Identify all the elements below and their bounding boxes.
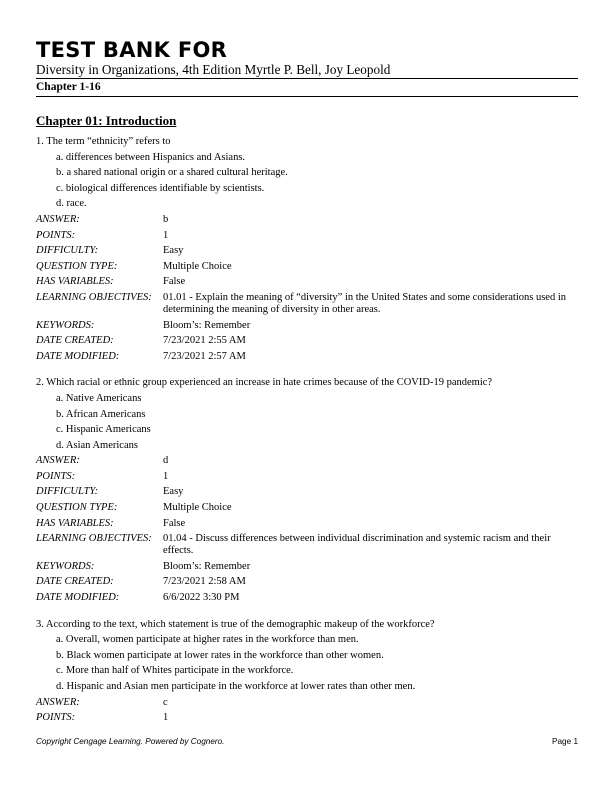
learning-objectives-label: LEARNING OBJECTIVES: [36, 533, 152, 545]
choice-b: b. Black women participate at lower rates in the workforce than other women. [56, 649, 384, 661]
learning-objectives-row [36, 531, 578, 559]
date-modified-row [36, 590, 578, 606]
question-stem: 3. According to the text, which statement is true of the demographic makeup of the workforce? [36, 618, 435, 630]
choice-b: b. African Americans [56, 408, 146, 420]
copyright-text: Copyright Cengage Learning. Powered by Cognero. [36, 737, 225, 746]
difficulty-value: Easy [163, 245, 184, 257]
answer-value: c [163, 696, 168, 708]
date-modified-value: 7/23/2021 2:57 AM [163, 350, 246, 362]
date-modified-row [36, 349, 578, 365]
points-value: 1 [163, 712, 169, 724]
answer-row [36, 453, 578, 469]
chapter-range: Chapter 1-16 [36, 80, 578, 97]
choice-b: b. a shared national origin or a shared cultural heritage. [56, 167, 288, 179]
keywords-label: KEYWORDS: [36, 319, 95, 331]
question-block [36, 134, 578, 364]
has-variables-value: False [163, 517, 186, 529]
question-type-label: QUESTION TYPE: [36, 260, 118, 272]
question-type-row [36, 500, 578, 516]
question-type-value: Multiple Choice [163, 502, 232, 514]
question-stem: 1. The term “ethnicity” refers to [36, 136, 171, 147]
points-row [36, 469, 578, 485]
answer-label: ANSWER: [36, 696, 80, 708]
points-label: POINTS: [36, 470, 76, 482]
answer-row [36, 695, 578, 711]
keywords-value: Bloom’s: Remember [163, 319, 251, 331]
date-modified-value: 6/6/2022 3:30 PM [163, 592, 240, 604]
learning-objectives-row [36, 290, 578, 318]
date-created-value: 7/23/2021 2:58 AM [163, 576, 246, 588]
difficulty-label: DIFFICULTY: [36, 245, 99, 257]
choice-a: a. Overall, women participate at higher rates in the workforce than men. [56, 634, 359, 646]
choice-d: d. Asian Americans [56, 439, 138, 451]
learning-objectives-value: 01.04 - Discuss differences between individual discrimination and systemic racism and their effects. [163, 533, 551, 557]
question-stem: 2. Which racial or ethnic group experienced an increase in hate crimes because of the COVID-19 pandemic? [36, 377, 493, 389]
date-modified-label: DATE MODIFIED: [36, 592, 120, 604]
choice-c: c. More than half of Whites participate in the workforce. [56, 665, 294, 677]
choice-c: c. biological differences identifiable by scientists. [56, 182, 265, 194]
keywords-row [36, 559, 578, 575]
answer-value: d [163, 455, 169, 467]
has-variables-row [36, 274, 578, 290]
choice-c: c. Hispanic Americans [56, 424, 151, 436]
chapter-heading: Chapter 01: Introduction [36, 113, 177, 128]
points-label: POINTS: [36, 229, 76, 241]
difficulty-label: DIFFICULTY: [36, 486, 99, 498]
learning-objectives-label: LEARNING OBJECTIVES: [36, 291, 152, 303]
answer-label: ANSWER: [36, 213, 80, 225]
date-created-row [36, 574, 578, 590]
question-type-label: QUESTION TYPE: [36, 502, 118, 514]
page-footer [36, 737, 578, 746]
keywords-label: KEYWORDS: [36, 560, 95, 572]
choice-a: a. Native Americans [56, 392, 142, 404]
date-created-label: DATE CREATED: [36, 335, 114, 347]
has-variables-value: False [163, 276, 186, 288]
book-title: Diversity in Organizations, 4th Edition Myrtle P. Bell, Joy Leopold [36, 62, 578, 79]
question-type-value: Multiple Choice [163, 260, 232, 272]
date-created-label: DATE CREATED: [36, 576, 114, 588]
choice-d: d. race. [56, 198, 87, 210]
has-variables-label: HAS VARIABLES: [36, 276, 114, 288]
question-block [36, 617, 578, 726]
choice-a: a. differences between Hispanics and Asians. [56, 151, 246, 163]
date-created-value: 7/23/2021 2:55 AM [163, 335, 246, 347]
page-title: TEST BANK FOR [36, 38, 228, 62]
difficulty-row [36, 484, 578, 500]
learning-objectives-value: 01.01 - Explain the meaning of “diversity” in the United States and some considerations used in determining the meaning of diversity in other areas. [163, 291, 566, 315]
question-block [36, 375, 578, 605]
page-number: Page 1 [552, 737, 578, 746]
difficulty-row [36, 243, 578, 259]
has-variables-label: HAS VARIABLES: [36, 517, 114, 529]
answer-label: ANSWER: [36, 455, 80, 467]
answer-value: b [163, 213, 169, 225]
points-row [36, 228, 578, 244]
date-modified-label: DATE MODIFIED: [36, 350, 120, 362]
points-value: 1 [163, 470, 169, 482]
points-row [36, 710, 578, 726]
points-value: 1 [163, 229, 169, 241]
difficulty-value: Easy [163, 486, 184, 498]
document-page [36, 38, 578, 726]
date-created-row [36, 333, 578, 349]
keywords-row [36, 318, 578, 334]
answer-row [36, 212, 578, 228]
has-variables-row [36, 516, 578, 532]
keywords-value: Bloom’s: Remember [163, 560, 251, 572]
question-type-row [36, 259, 578, 275]
points-label: POINTS: [36, 712, 76, 724]
choice-d: d. Hispanic and Asian men participate in the workforce at lower rates than other men. [56, 681, 416, 692]
